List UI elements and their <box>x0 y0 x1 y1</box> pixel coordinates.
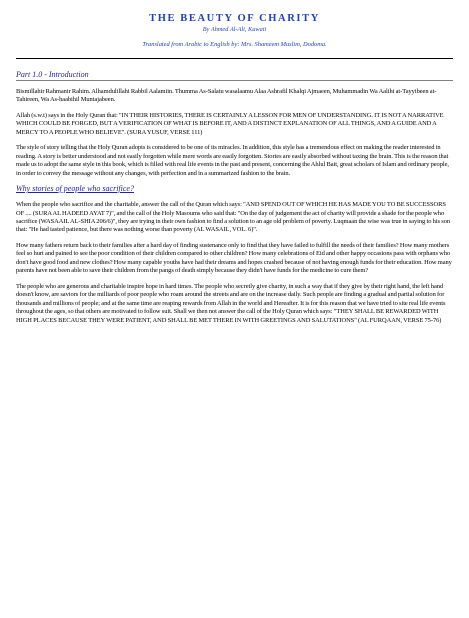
header-divider <box>16 58 453 59</box>
paragraph-call-of-quran: When the people who sacrifice and the charitable, answer the call of the Quran which says: "AND SPEND OUT OF WHICH HE HAS MADE YOU TO BE SUCCESSORS OF .... (SURA AL HADEED AYAT 7)", and the call of the Holy Masoums who said that: "On the day of judgement the act of charity will provide a shade for the people who sacrifice (WASAAIL AL-SHIA 206/6)", they are trying in their own fashion to find a solution to an age old problem of poverty. Luqmaan the wise was true in saying to his son that: "He had tasted patience, but there was nothing worse than poverty (AL WASAIL, VOL. 6)". <box>16 201 451 234</box>
document-page <box>16 12 453 325</box>
document-title: THE BEAUTY OF CHARITY <box>149 13 320 24</box>
section-divider <box>16 80 453 81</box>
translator-line: Translated from Arabic to English by: Mrs. Shameem Muslim, Dodoma. <box>142 41 327 48</box>
paragraph-story-telling-style: The style of story telling that the Holy Quran adopts is considered to be one of its miracles. In addition, this style has a tremendous effect on making the reader interested in reading. A story is better understood and not easily forgotten while mere words are easily forgotten. Stories are easily absorbed without taxing the brain. This is the reason that made us to adopt the same style in this book, which is filled with real life events in the past and present, concerning the Ahlul Bait, great scholars of Islam and ordinary people, in order to convey the message without any changes, with perfection and in a summarized fashion to the brain. <box>16 144 449 177</box>
paragraph-generous-people: The people who are generous and charitable inspire hope in hard times. The people who secretly give charity, in such a way that if they give by their right hand, the left hand doesn't know, are saviors for the milliards of poor people who roam around the streets and are on the increase daily. Such people are finding a gradual and partial solution for thousands and millions of people; and at the same time are reaping rewards from Allah in the world and Hereafter. It is for this reason that we have tried to site real life events throughout the ages, so that others are motivated to follow suit. Shall we then not answer the call of the Holy Quran which says: "THEY SHALL BE REWARDED WITH HIGH PLACES BECAUSE THEY WERE PATIENT, AND SHALL BE MET THERE IN WITH GREETINGS AND SALUTATIONS" (AL FURQAAN, VERSE 75-76) <box>16 282 446 324</box>
section-heading-why-sacrifice: Why stories of people who sacrifice? <box>16 184 134 194</box>
paragraph-opening-invocation: Bismillahir Rahmanir Rahim. Alhamdulillahi Rabbil Aalamiin. Thumma As-Salatu wasalaamu Alaa Ashrafil Khalqi Ajmaeen, Muhammadin Wa Aalihi at-Tayyibeen at-Tahireen, Wa As-haabihil Muntajabeen. <box>16 88 437 104</box>
section-heading-introduction: Part 1.0 - Introduction <box>16 70 89 79</box>
paragraph-how-many-fathers: How many fathers return back to their families after a hard day of finding sustenance only to find that they have failed to fulfill the needs of their families? How many mothers feel so hurt and pained to see the poor condition of their children compared to other children? How many celebrations of Eid and other happy occasions pass with orphans who don't have good food and new clothes? How many capable youths have had their dreams and hopes crashed because of not having enough funds for their education. How many parents have not been able to save their children from the pangs of death simply because they didn't have funds for the medicine to cure them? <box>16 241 452 275</box>
paragraph-quran-quote: Allah (s.w.t) says in the Holy Quran that: "IN THEIR HISTORIES, THERE IS CERTAINLY A LESSON FOR MEN OF UNDERSTANDING. IT IS NOT A NARRATIVE WHICH COULD BE FORGED, BUT A VERIFICATION OF WHAT IS BEFORE IT, AND A DISTINCT EXPLANATION OF ALL THINGS, AND A GUIDE AND A MERCY TO A PEOPLE WHO BELIEVE". (SURA YUSUF, VERSE 111) <box>16 111 444 136</box>
author-line: By Ahmed Al-Ali, Kuwait <box>202 26 267 33</box>
